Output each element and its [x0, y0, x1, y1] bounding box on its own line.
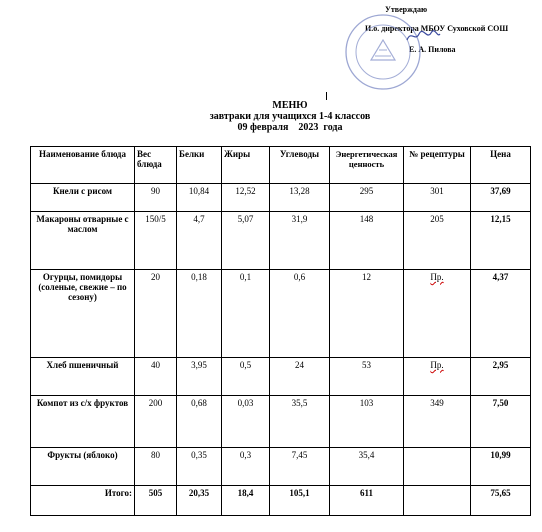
header-protein: Белки [177, 147, 222, 184]
header-fat: Жиры [222, 147, 270, 184]
header-name: Наименование блюда [31, 147, 135, 184]
cell-recipe [404, 448, 471, 486]
header-carbs: Углеводы [270, 147, 330, 184]
cell-carbs: 24 [270, 358, 330, 396]
header-energy: Энергетическая ценность [330, 147, 404, 184]
table-header-row [31, 147, 531, 184]
cell-carbs: 7,45 [270, 448, 330, 486]
cell-name: Макароны отварные с маслом [31, 212, 135, 270]
cell-weight: 80 [135, 448, 177, 486]
total-weight: 505 [135, 486, 177, 516]
cell-protein: 0,35 [177, 448, 222, 486]
cell-protein: 10,84 [177, 184, 222, 212]
cell-energy: 295 [330, 184, 404, 212]
table-row [31, 184, 531, 212]
cell-fat: 0,1 [222, 270, 270, 358]
cell-weight: 40 [135, 358, 177, 396]
cell-recipe [404, 358, 471, 396]
total-energy: 611 [330, 486, 404, 516]
table-row [31, 448, 531, 486]
cell-fat: 12,52 [222, 184, 270, 212]
table-row [31, 212, 531, 270]
approval-title: Утверждаю [385, 5, 428, 14]
table-row [31, 270, 531, 358]
cell-energy: 12 [330, 270, 404, 358]
cell-weight: 90 [135, 184, 177, 212]
cell-weight: 20 [135, 270, 177, 358]
cell-carbs: 0,6 [270, 270, 330, 358]
cell-recipe: 301 [404, 184, 471, 212]
recipe-label: Пр. [430, 360, 444, 370]
cell-protein: 0,18 [177, 270, 222, 358]
cell-fat: 0,3 [222, 448, 270, 486]
cell-energy: 103 [330, 396, 404, 448]
cell-price: 7,50 [471, 396, 531, 448]
total-recipe [404, 486, 471, 516]
cell-protein: 3,95 [177, 358, 222, 396]
cell-name: Кнели с рисом [31, 184, 135, 212]
menu-title-block [150, 100, 430, 133]
cell-price: 12,15 [471, 212, 531, 270]
cell-recipe [404, 270, 471, 358]
cell-carbs: 31,9 [270, 212, 330, 270]
cell-weight: 150/5 [135, 212, 177, 270]
cell-energy: 35,4 [330, 448, 404, 486]
cell-price: 2,95 [471, 358, 531, 396]
school-stamp-icon [343, 12, 423, 92]
table-row [31, 396, 531, 448]
signature-icon [405, 28, 441, 44]
total-label: Итого: [31, 486, 135, 516]
cell-carbs: 13,28 [270, 184, 330, 212]
cell-name: Компот из с/х фруктов [31, 396, 135, 448]
cell-name: Фрукты (яблоко) [31, 448, 135, 486]
cell-price: 37,69 [471, 184, 531, 212]
menu-subtitle: завтраки для учащихся 1-4 классов [209, 111, 371, 122]
total-fat: 18,4 [222, 486, 270, 516]
header-recipe: № рецептуры [404, 147, 471, 184]
menu-table [30, 146, 531, 516]
total-carbs: 105,1 [270, 486, 330, 516]
header-weight: Вес блюда [135, 147, 177, 184]
cell-weight: 200 [135, 396, 177, 448]
cell-recipe: 349 [404, 396, 471, 448]
cell-fat: 0,5 [222, 358, 270, 396]
table-row [31, 358, 531, 396]
total-protein: 20,35 [177, 486, 222, 516]
cell-energy: 148 [330, 212, 404, 270]
cell-carbs: 35,5 [270, 396, 330, 448]
cell-fat: 0,03 [222, 396, 270, 448]
cell-energy: 53 [330, 358, 404, 396]
cell-recipe: 205 [404, 212, 471, 270]
cell-protein: 0,68 [177, 396, 222, 448]
text-cursor [326, 92, 327, 100]
menu-date: 09 февраля 2023 года [237, 122, 343, 133]
cell-name: Огурцы, помидоры (соленые, свежие – по сезону) [31, 270, 135, 358]
cell-price: 10,99 [471, 448, 531, 486]
cell-fat: 5,07 [222, 212, 270, 270]
cell-protein: 4,7 [177, 212, 222, 270]
approval-position: И.о. директора МБОУ Суховской СОШ [365, 24, 509, 33]
cell-price: 4,37 [471, 270, 531, 358]
table-total-row [31, 486, 531, 516]
approval-signatory: Е. А. Пилова [409, 45, 456, 54]
cell-name: Хлеб пшеничный [31, 358, 135, 396]
header-price: Цена [471, 147, 531, 184]
total-price: 75,65 [471, 486, 531, 516]
recipe-label: Пр. [430, 272, 444, 282]
menu-title: МЕНЮ [272, 100, 308, 111]
